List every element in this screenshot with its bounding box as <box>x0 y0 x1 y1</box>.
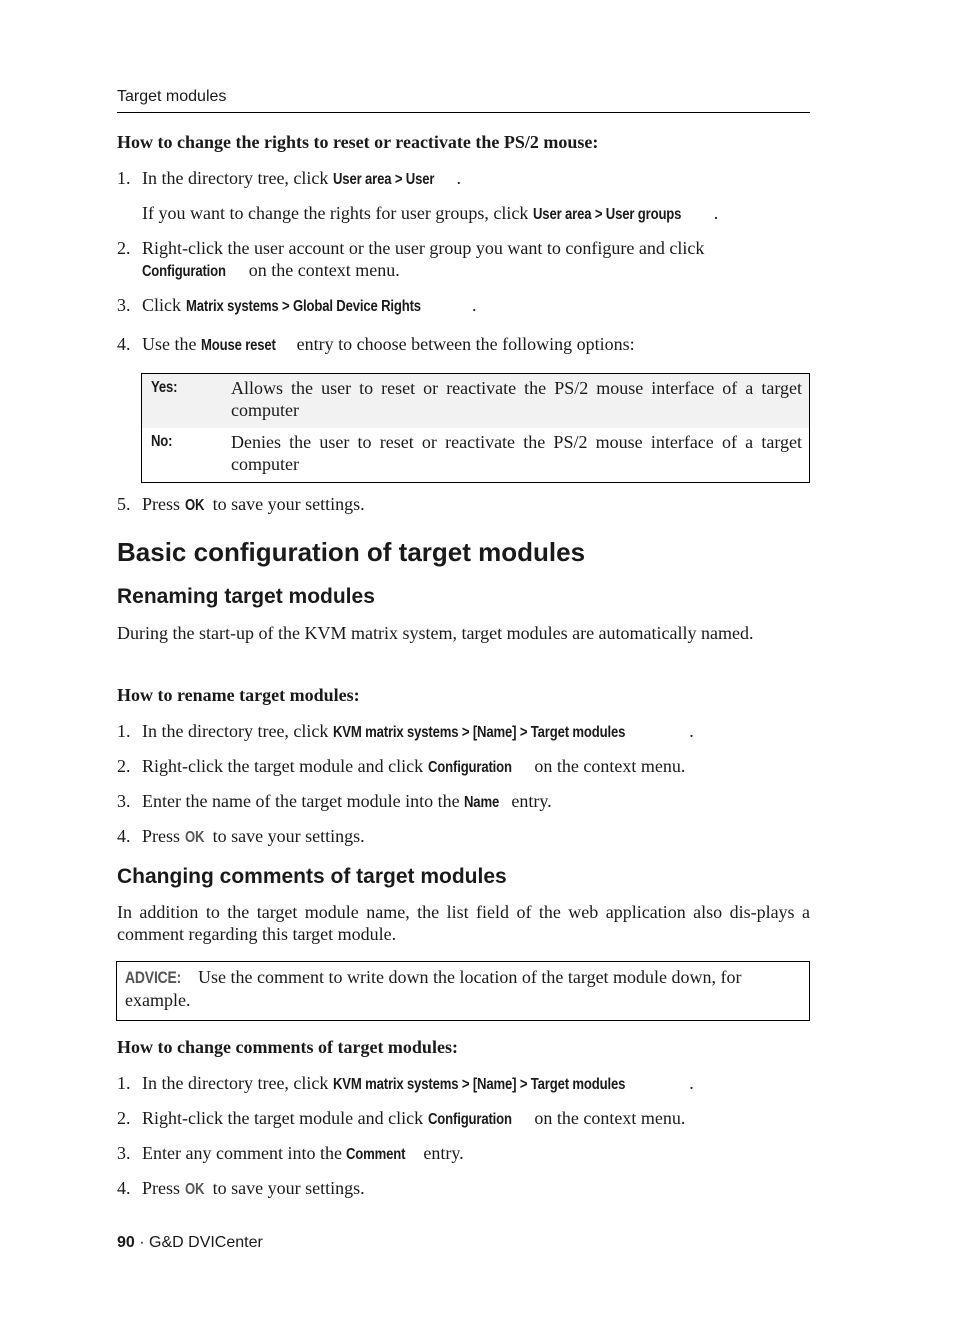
step-number: 2. <box>117 756 131 776</box>
ui-path: Configuration <box>427 1111 512 1128</box>
paragraph: During the start-up of the KVM matrix system, target modules are automatically named. <box>117 623 754 643</box>
step-text: Enter any comment into the <box>142 1143 347 1163</box>
step-text: Right-click the target module and click <box>142 1108 428 1128</box>
list-item <box>117 167 810 191</box>
step-text: Click <box>142 295 186 315</box>
step-text: Right-click the target module and click <box>142 756 428 776</box>
ui-path: OK <box>184 497 204 514</box>
list-item <box>117 1072 810 1096</box>
list-item <box>117 825 810 849</box>
ui-path: User area > User <box>332 171 435 188</box>
step-text: Right-click the user account or the user group you want to configure and click <box>142 238 705 258</box>
step-number: 1. <box>117 1073 131 1093</box>
step-text: Enter the name of the target module into the <box>142 791 465 811</box>
ui-path: Matrix systems > Global Device Rights <box>185 298 421 315</box>
step-number: 2. <box>117 238 131 258</box>
step-number: 4. <box>117 1178 131 1198</box>
option-description: Denies the user to reset or reactivate the PS/2 mouse interface of a target computer <box>231 432 802 474</box>
list-item <box>117 755 810 779</box>
step-text: entry. <box>506 791 552 811</box>
subsection-title: Changing comments of target modules <box>117 865 507 888</box>
step-number: 3. <box>117 791 131 811</box>
step-text: to save your settings. <box>208 826 365 846</box>
advice-box <box>116 961 810 1021</box>
step-text: entry to choose between the following options: <box>292 334 635 354</box>
option-key: No: <box>151 433 173 450</box>
paragraph: In addition to the target module name, the list field of the web application also dis-plays a comment regarding this target module. <box>117 902 810 944</box>
step-number: 1. <box>117 168 131 188</box>
subsection-title: Renaming target modules <box>117 585 375 608</box>
procedure-heading: How to change the rights to reset or reactivate the PS/2 mouse: <box>117 132 599 152</box>
step-text: In the directory tree, click <box>142 1073 333 1093</box>
advice-text: Use the comment to write down the location of the target module down, for example. <box>125 967 742 1010</box>
step-text: on the context menu. <box>529 756 686 776</box>
step-number: 4. <box>117 334 131 354</box>
step-text: . <box>689 721 694 741</box>
step-text: Press <box>142 1178 185 1198</box>
list-item <box>117 493 810 517</box>
header-rule <box>117 112 810 113</box>
step-text: . <box>472 295 477 315</box>
option-description: Allows the user to reset or reactivate the PS/2 mouse interface of a target computer <box>231 378 802 420</box>
ui-path: Configuration <box>142 263 226 280</box>
step-text: on the context menu. <box>529 1108 686 1128</box>
list-item <box>117 1107 810 1131</box>
step-text: to save your settings. <box>208 1178 365 1198</box>
step-note <box>117 202 810 226</box>
table-row <box>142 428 809 482</box>
step-text: . <box>689 1073 694 1093</box>
step-number: 5. <box>117 494 131 514</box>
step-number: 4. <box>117 826 131 846</box>
list-item <box>117 720 810 744</box>
ui-path: OK <box>184 829 204 846</box>
ui-path: Configuration <box>427 759 512 776</box>
table-row <box>142 374 809 428</box>
step-text: Use the <box>142 334 201 354</box>
footer-title: G&D DVICenter <box>149 1234 263 1251</box>
step-text: In the directory tree, click <box>142 721 333 741</box>
step-text: If you want to change the rights for user groups, click <box>142 203 533 223</box>
step-number: 3. <box>117 295 131 315</box>
ui-path: Name <box>464 794 500 811</box>
step-text: to save your settings. <box>208 494 365 514</box>
ui-path: Mouse reset <box>200 337 276 354</box>
step-number: 2. <box>117 1108 131 1128</box>
footer-separator: · <box>134 1234 150 1251</box>
step-text: . <box>456 168 461 188</box>
procedure-heading: How to change comments of target modules: <box>117 1037 458 1057</box>
option-key: Yes: <box>151 379 178 396</box>
step-text: on the context menu. <box>244 260 400 280</box>
ui-path: Comment <box>346 1146 406 1163</box>
list-item <box>117 333 810 357</box>
ui-path: KVM matrix systems > [Name] > Target modules <box>332 1076 626 1093</box>
step-number: 3. <box>117 1143 131 1163</box>
step-text: . <box>713 203 719 223</box>
list-item <box>117 1177 810 1201</box>
options-table <box>141 373 810 483</box>
step-number: 1. <box>117 721 131 741</box>
step-text: In the directory tree, click <box>142 168 333 188</box>
list-item <box>117 790 810 814</box>
list-item <box>117 1142 810 1166</box>
running-head: Target modules <box>117 88 227 105</box>
step-text: Press <box>142 826 185 846</box>
ui-path: KVM matrix systems > [Name] > Target modules <box>332 724 626 741</box>
ui-path: OK <box>184 1181 204 1198</box>
list-item <box>117 294 810 318</box>
list-item <box>117 237 810 283</box>
ui-path: User area > User groups <box>532 206 682 223</box>
step-text: Press <box>142 494 185 514</box>
procedure-heading: How to rename target modules: <box>117 685 360 705</box>
section-title: Basic configuration of target modules <box>117 537 586 567</box>
page-number: 90 <box>117 1234 135 1251</box>
page-footer <box>117 1234 263 1252</box>
step-text: entry. <box>418 1143 464 1163</box>
advice-label: ADVICE: <box>125 968 182 987</box>
